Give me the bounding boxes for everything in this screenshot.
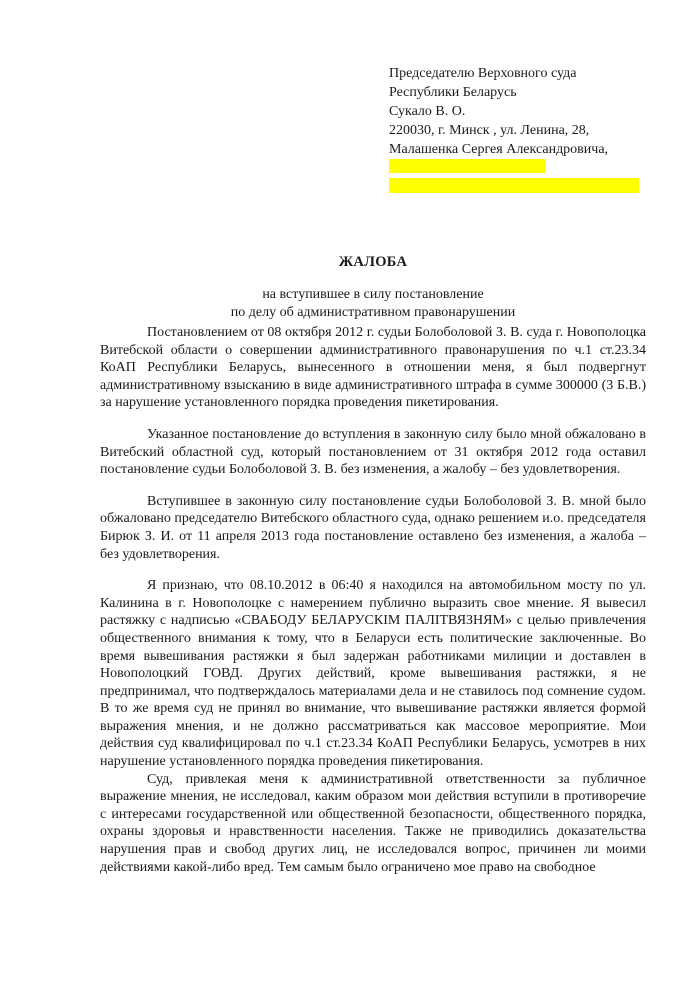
paragraph: Я признаю, что 08.10.2012 в 06:40 я находился на автомобильном мосту по ул. Калинина в г. Новополоцке с намерением публично выразить свое мнение. Я вывесил растяжку с надписью «СВАБОДУ БЕЛАРУСКІМ ПАЛІТВЯЗНЯМ» с целью привлечения общественного внимания к тому, что в Беларуси есть политические заключенные. Во время вывешивания растяжки я был задержан работниками милиции и доставлен в Новополоцкий ГОВД. Других действий, кроме вывешивания растяжки, я не предпринимал, что подтверждалось материалами дела и не ставилось под сомнение судом. В то же время суд не принял во внимание, что вывешивание растяжки является формой выражения мнения, и не должно рассматриваться как массовое мероприятие. Мои действия суд квалифицировал по ч.1 ст.23.34 КоАП Республики Беларусь, усмотрев в них нарушение установленного порядка проведения пикетирования. [100, 578, 646, 770]
paragraph: Указанное постановление до вступления в законную силу было мной обжаловано в Витебский областной суд, который постановлением от 31 октября 2012 года оставил постановление судьи Болоболовой З. В. без изменения, а жалобу – без удовлетворения. [100, 426, 646, 478]
redaction-highlight [389, 159, 546, 173]
addressee-block [389, 64, 669, 159]
paragraph: Постановлением от 08 октября 2012 г. судьи Болоболовой З. В. суда г. Новополоцка Витебской области о совершении административного правонарушения по ч.1 ст.23.34 КоАП Республики Беларусь, вынесенного в отношении меня, я был подвергнут административному взысканию в виде административного штрафа в сумме 300000 (3 Б.В.) за нарушение установленного порядка проведения пикетирования. [100, 325, 646, 411]
addressee-line: Республики Беларусь [389, 85, 517, 100]
redaction-highlight [389, 178, 639, 193]
addressee-address: 220030, г. Минск , ул. Ленина, 28, [389, 123, 590, 138]
addressee-line: Председателю Верховного суда [389, 66, 577, 81]
addressee-line: Сукало В. О. [389, 104, 466, 119]
paragraph: Вступившее в законную силу постановление судьи Болоболовой З. В. мной было обжаловано председателю Витебского областного суда, однако решением и.о. председателя Бирюк З. И. от 11 апреля 2013 года постановление оставлено без изменения, а жалоба – без удовлетворения. [100, 493, 646, 562]
document-subtitle [100, 286, 646, 322]
subtitle-line: на вступившее в силу постановление [262, 287, 484, 302]
paragraph: Суд, привлекая меня к административной ответственности за публичное выражение мнения, не исследовал, каким образом мои действия вступили в противоречие с интересами государственной или общественной безопасности, общественного порядка, охраны здоровья и нравственности населения. Также не приводились доказательства нарушения прав и свобод других лиц, не исследовался вопрос, причинен ли моими действиями какой-либо вред. Тем самым было ограничено мое право на свободное [100, 771, 646, 875]
document-title: ЖАЛОБА [338, 254, 408, 270]
document-body [100, 324, 646, 876]
sender-name: Малашенка Сергея Александровича, [389, 142, 609, 157]
subtitle-line: по делу об административном правонарушении [230, 305, 516, 320]
